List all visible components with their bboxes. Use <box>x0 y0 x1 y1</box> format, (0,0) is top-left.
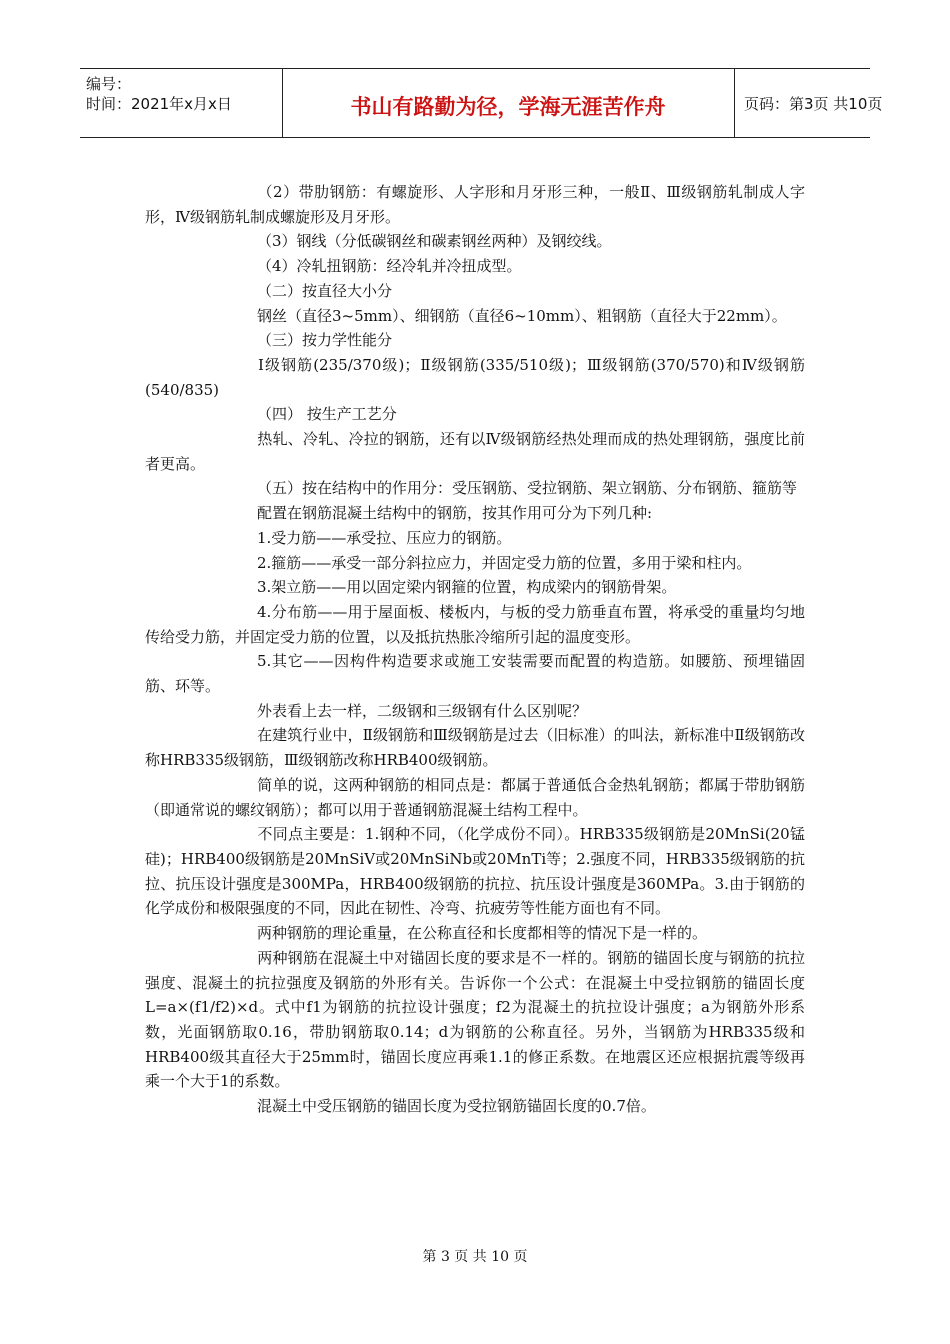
paragraph: （五）按在结构中的作用分：受压钢筋、受拉钢筋、架立钢筋、分布钢筋、箍筋等 <box>257 479 798 498</box>
header-page-cell <box>734 69 883 137</box>
time-label: 时间：2021年x月x日 <box>86 95 232 113</box>
paragraph: 1.受力筋——承受拉、压应力的钢筋。 <box>257 528 512 547</box>
paragraph: 混凝土中受压钢筋的锚固长度为受拉钢筋锚固长度的0.7倍。 <box>257 1097 656 1116</box>
paragraph: （三）按力学性能分 <box>257 331 393 350</box>
header-motto-cell <box>282 69 735 137</box>
paragraph: （二）按直径大小分 <box>257 281 393 300</box>
paragraph: 外表看上去一样，二级钢和三级钢有什么区别呢？ <box>257 701 588 720</box>
paragraph: （4）冷轧扭钢筋：经冷轧并冷扭成型。 <box>257 257 522 276</box>
document-header <box>80 68 883 138</box>
paragraph: 两种钢筋的理论重量，在公称直径和长度都相等的情况下是一样的。 <box>257 924 708 943</box>
paragraph: 2.箍筋——承受一部分斜拉应力，并固定受力筋的位置，多用于梁和柱内。 <box>257 553 752 572</box>
paragraph: 钢丝（直径3~5mm）、细钢筋（直径6~10mm）、粗钢筋（直径大于22mm）。 <box>257 306 787 325</box>
paragraph: 热轧、冷轧、冷拉的钢筋，还有以Ⅳ级钢筋经热处理而成的热处理钢筋，强度比前者更高。 <box>145 430 805 473</box>
motto-text: 书山有路勤为径，学海无涯苦作舟 <box>350 95 666 119</box>
header-info-cell <box>80 69 283 137</box>
paragraph: 两种钢筋在混凝土中对锚固长度的要求是不一样的。钢筋的锚固长度与钢筋的抗拉强度、混凝土的抗拉强度及钢筋的外形有关。告诉你一个公式：在混凝土中受拉钢筋的锚固长度L=a×(f1/f2)×d。式中f1为钢筋的抗拉设计强度；f2为混凝土的抗拉设计强度；a为钢筋外形系数，光面钢筋取0.16，带肋钢筋取0.14；d为钢筋的公称直径。另外，当钢筋为HRB335级和HRB400级其直径大于25mm时，锚固长度应再乘1.1的修正系数。在地震区还应根据抗震等级再乘一个大于1的系数。 <box>145 948 805 1091</box>
paragraph: 简单的说，这两种钢筋的相同点是：都属于普通低合金热轧钢筋；都属于带肋钢筋（即通常说的螺纹钢筋）；都可以用于普通钢筋混凝土结构工程中。 <box>145 775 805 819</box>
page-label: 页码：第3页 共10页 <box>744 95 883 113</box>
paragraph: Ⅰ级钢筋(235/370级)；Ⅱ级钢筋(335/510级)；Ⅲ级钢筋(370/570)和Ⅳ级钢筋(540/835) <box>145 355 805 399</box>
paragraph: 5.其它——因构件构造要求或施工安装需要而配置的构造筋。如腰筋、预埋锚固筋、环等。 <box>145 652 805 696</box>
paragraph: 4.分布筋——用于屋面板、楼板内，与板的受力筋垂直布置，将承受的重量均匀地传给受力筋，并固定受力筋的位置，以及抵抗热胀冷缩所引起的温度变形。 <box>145 602 805 646</box>
paragraph: 3.架立筋——用以固定梁内钢箍的位置，构成梁内的钢筋骨架。 <box>257 578 677 597</box>
paragraph: 不同点主要是：1.钢种不同，（化学成份不同）。HRB335级钢筋是20MnSi(20锰硅)；HRB400级钢筋是20MnSiV或20MnSiNb或20MnTi等；2.强度不同，HRB335级钢筋的抗拉、抗压设计强度是300MPa，HRB400级钢筋的抗拉、抗压设计强度是360MPa。3.由于钢筋的化学成份和极限强度的不同，因此在韧性、冷弯、抗疲劳等性能方面也有不同。 <box>145 825 805 918</box>
paragraph: 配置在钢筋混凝土结构中的钢筋，按其作用可分为下列几种: <box>257 504 653 523</box>
paragraph: 在建筑行业中，Ⅱ级钢筋和Ⅲ级钢筋是过去（旧标准）的叫法，新标准中Ⅱ级钢筋改称HRB335级钢筋，Ⅲ级钢筋改称HRB400级钢筋。 <box>145 726 805 770</box>
document-body <box>145 180 805 1119</box>
paragraph: （2）带肋钢筋：有螺旋形、人字形和月牙形三种，一般Ⅱ、Ⅲ级钢筋轧制成人字形，Ⅳ级钢筋轧制成螺旋形及月牙形。 <box>145 183 805 226</box>
number-label: 编号： <box>86 75 132 93</box>
page-footer: 第 3 页 共 10 页 <box>422 1249 528 1265</box>
paragraph: （四） 按生产工艺分 <box>257 405 397 424</box>
paragraph: （3）钢线（分低碳钢丝和碳素钢丝两种）及钢绞线。 <box>257 232 612 251</box>
